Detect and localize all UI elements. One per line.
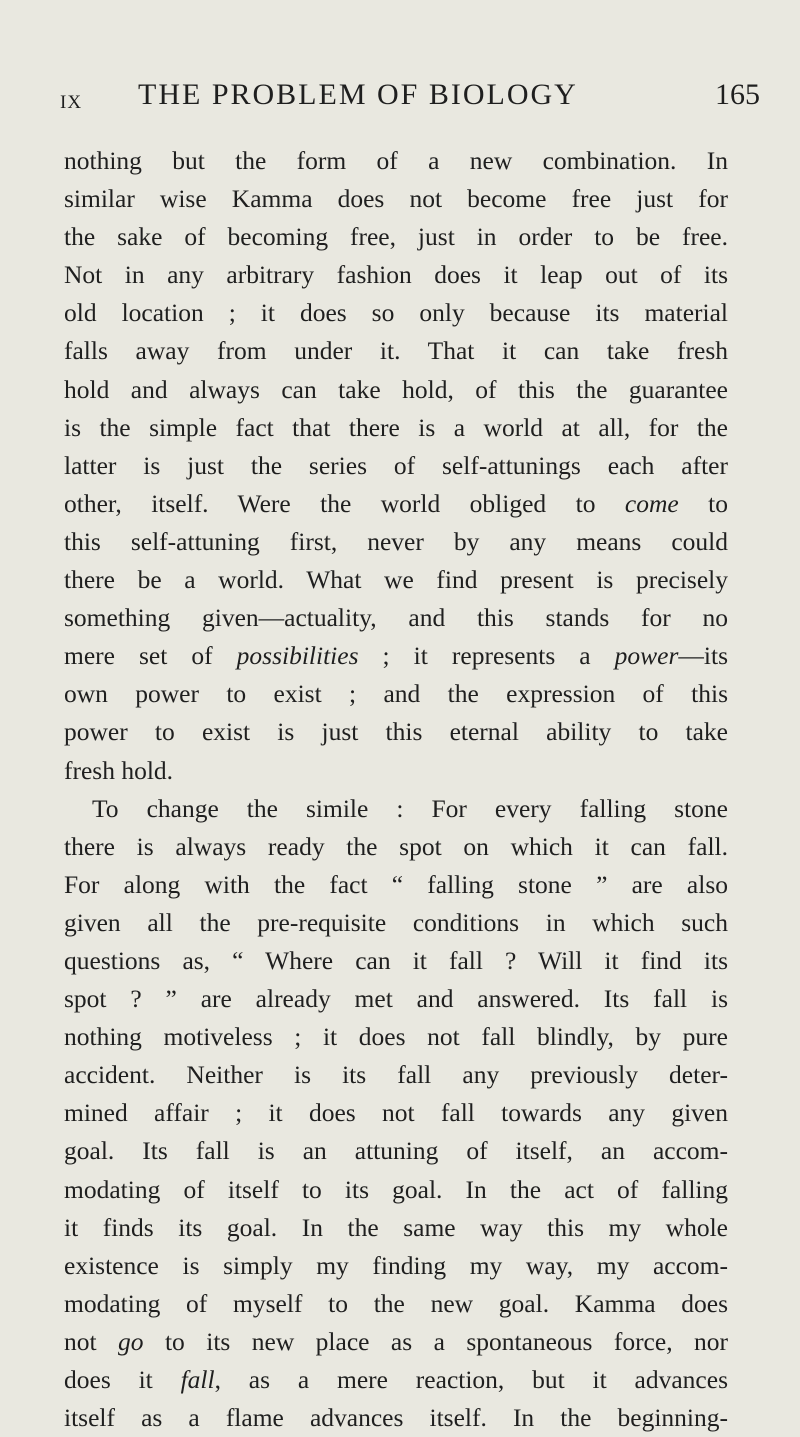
- text-line: [64, 218, 728, 256]
- text-segment: to: [678, 488, 728, 518]
- text-line: [64, 332, 728, 370]
- text-segment: fresh hold.: [64, 755, 174, 785]
- text-line: [64, 256, 728, 294]
- text-segment: given all the pre-requisite conditions in which such: [64, 907, 728, 937]
- text-line: [64, 1285, 728, 1323]
- text-segment: spot ? ” are already met and answered. Its fall is: [64, 984, 728, 1014]
- text-segment: there be a world. What we find present is precisely: [64, 565, 728, 595]
- text-segment: itself as a flame advances itself. In the beginning-: [64, 1403, 728, 1433]
- italic-text: power: [614, 641, 679, 671]
- italic-text: possibilities: [236, 641, 359, 671]
- text-line: [64, 142, 728, 180]
- text-line: [64, 713, 728, 751]
- text-segment: old location ; it does so only because its material: [64, 298, 728, 328]
- text-line: [64, 1247, 728, 1285]
- text-segment: does it: [64, 1365, 181, 1394]
- text-segment: modating of myself to the new goal. Kamma does: [64, 1288, 728, 1318]
- text-line: [64, 485, 728, 523]
- text-segment: accident. Neither is its fall any previously deter-: [64, 1060, 728, 1090]
- text-segment: modating of itself to its goal. In the act of falling: [64, 1174, 728, 1204]
- text-line: [64, 904, 728, 942]
- text-line: [64, 447, 728, 485]
- text-line: [64, 1323, 728, 1361]
- text-segment: existence is simply my finding my way, my accom-: [64, 1250, 728, 1280]
- running-header: [60, 70, 760, 130]
- text-line: [64, 409, 728, 447]
- text-segment: , as a mere reaction, but it advances: [214, 1365, 728, 1394]
- text-line: [64, 942, 728, 980]
- text-line: [64, 180, 728, 218]
- text-segment: For along with the fact “ falling stone ” are also: [64, 869, 728, 899]
- text-segment: it finds its goal. In the same way this my whole: [64, 1212, 728, 1242]
- text-line: [64, 561, 728, 599]
- text-segment: is the simple fact that there is a world at all, for the: [64, 412, 728, 442]
- text-line: [64, 980, 728, 1018]
- text-line: [64, 675, 728, 713]
- text-line: [64, 1171, 728, 1209]
- running-title: THE PROBLEM OF BIOLOGY: [138, 78, 578, 111]
- text-segment: goal. Its fall is an attuning of itself, an accom-: [64, 1136, 728, 1166]
- italic-text: come: [624, 488, 679, 518]
- text-line: [64, 828, 728, 866]
- text-line: [64, 371, 728, 409]
- italic-text: fall: [180, 1365, 215, 1394]
- text-segment: other, itself. Were the world obliged to: [64, 488, 625, 518]
- text-line: [64, 523, 728, 561]
- text-line: [64, 866, 728, 904]
- text-segment: nothing but the form of a new combination. In: [64, 146, 728, 175]
- page-number: 165: [715, 78, 760, 111]
- text-segment: To change the simile : For every falling stone: [92, 793, 728, 823]
- text-line: [64, 752, 728, 790]
- text-line: [64, 1361, 728, 1399]
- text-segment: mined affair ; it does not fall towards any given: [64, 1098, 728, 1128]
- text-segment: this self-attuning first, never by any means could: [64, 526, 728, 556]
- text-segment: not: [64, 1326, 119, 1356]
- italic-text: go: [118, 1326, 144, 1356]
- text-line: [64, 790, 728, 828]
- text-segment: questions as, “ Where can it fall ? Will it find its: [64, 945, 728, 975]
- text-line: [64, 1209, 728, 1247]
- chapter-number: IX: [60, 92, 83, 113]
- text-segment: Not in any arbitrary fashion does it leap out of its: [64, 260, 728, 290]
- text-segment: ; it represents a: [358, 641, 615, 671]
- text-line: [64, 294, 728, 332]
- text-segment: power to exist is just this eternal ability to take: [64, 717, 728, 747]
- text-segment: to its new place as a spontaneous force, nor: [143, 1326, 728, 1356]
- text-segment: something given—actuality, and this stands for no: [64, 603, 728, 633]
- text-line: [64, 1094, 728, 1132]
- text-line: [64, 1399, 728, 1437]
- text-segment: nothing motiveless ; it does not fall blindly, by pure: [64, 1022, 728, 1052]
- text-segment: own power to exist ; and the expression of this: [64, 679, 728, 709]
- text-line: [64, 1056, 728, 1094]
- text-segment: —its: [678, 641, 728, 671]
- text-segment: similar wise Kamma does not become free just for: [64, 184, 728, 214]
- text-line: [64, 599, 728, 637]
- text-segment: hold and always can take hold, of this the guarantee: [64, 374, 728, 404]
- text-line: [64, 1132, 728, 1170]
- text-segment: mere set of: [64, 641, 237, 671]
- text-segment: latter is just the series of self-attunings each after: [64, 450, 728, 480]
- text-segment: falls away from under it. That it can take fresh: [64, 336, 728, 366]
- text-segment: there is always ready the spot on which it can fall.: [64, 831, 728, 861]
- body-text: [64, 142, 728, 1437]
- text-line: [64, 1018, 728, 1056]
- text-segment: the sake of becoming free, just in order to be free.: [64, 222, 728, 252]
- text-line: [64, 637, 728, 675]
